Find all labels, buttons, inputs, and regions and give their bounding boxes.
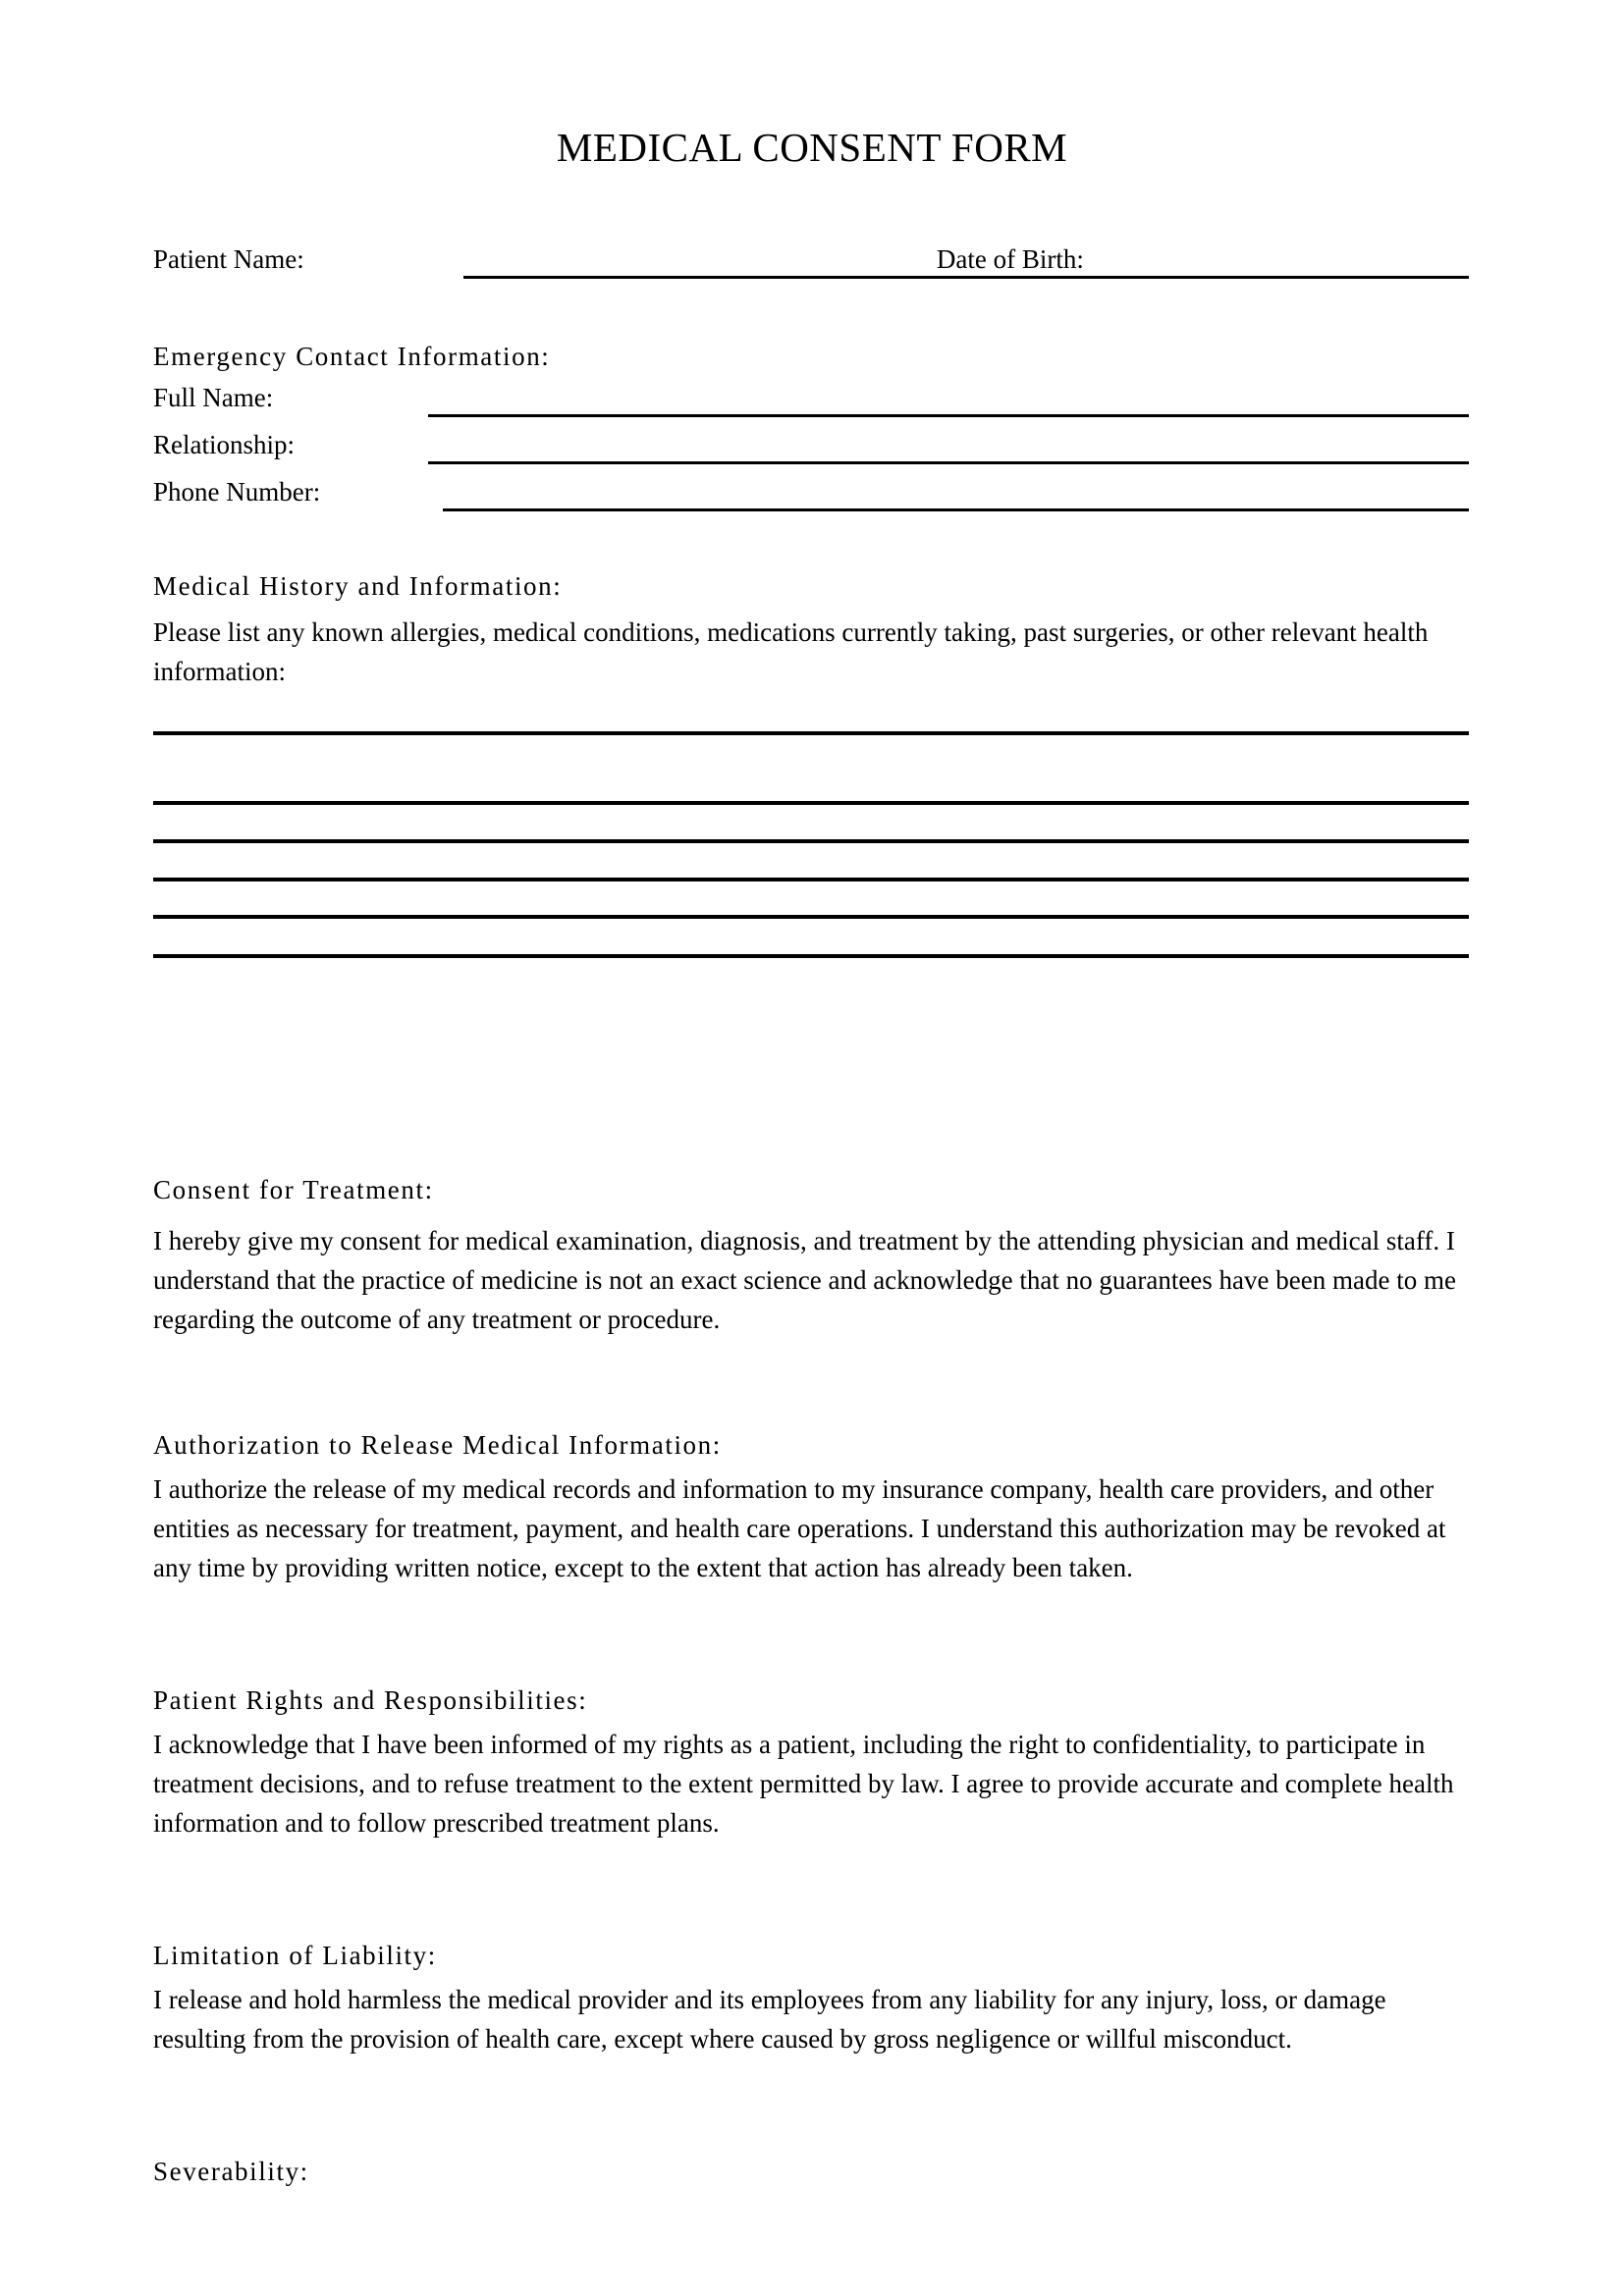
patient-rights-body: I acknowledge that I have been informed of my rights as a patient, including the right to confidentiality, to participate in treatment decisions, and to refuse treatment to the extent permitted by law. I agree to provide accurate and complete health information and to follow prescribed treatment plans. <box>153 1730 1454 1838</box>
field-row-phone-number <box>153 472 1469 511</box>
consent-for-treatment-heading: Consent for Treatment: <box>153 1175 434 1204</box>
section-consent-for-treatment <box>153 1170 1475 1339</box>
consent-for-treatment-body: I hereby give my consent for medical examination, diagnosis, and treatment by the attending physician and medical staff. I understand that the practice of medicine is not an exact science and acknowledge that no guarantees have been made to me regarding the outcome of any treatment or procedure. <box>153 1226 1456 1334</box>
medical-history-heading: Medical History and Information: <box>153 571 563 601</box>
writing-line[interactable] <box>153 801 1469 805</box>
patient-rights-heading: Patient Rights and Responsibilities: <box>153 1685 588 1715</box>
form-title: MEDICAL CONSENT FORM <box>556 125 1068 170</box>
patient-name-label: Patient Name: <box>153 244 304 274</box>
section-authorization-release <box>153 1425 1475 1587</box>
phone-number-label: Phone Number: <box>153 477 321 507</box>
full-name-field[interactable] <box>428 378 1469 417</box>
writing-line[interactable] <box>153 839 1469 843</box>
emergency-contact-heading: Emergency Contact Information: <box>153 342 551 371</box>
limitation-of-liability-body: I release and hold harmless the medical provider and its employees from any liability for any injury, loss, or damage resulting from the provision of health care, except where caused by gross negligence or willful misconduct. <box>153 1985 1386 2054</box>
severability-heading: Severability: <box>153 2157 309 2186</box>
section-limitation-of-liability <box>153 1936 1475 2058</box>
medical-history-instruction: Please list any known allergies, medical conditions, medications currently taking, past surgeries, or other relevant health information: <box>153 617 1429 686</box>
writing-line[interactable] <box>153 915 1469 919</box>
field-row-relationship <box>153 425 1469 464</box>
limitation-of-liability-heading: Limitation of Liability: <box>153 1941 437 1970</box>
relationship-label: Relationship: <box>153 430 295 459</box>
phone-number-field[interactable] <box>443 472 1469 511</box>
full-name-label: Full Name: <box>153 383 274 412</box>
date-of-birth-label: Date of Birth: <box>936 244 1084 274</box>
writing-line[interactable] <box>153 878 1469 881</box>
patient-dob-row <box>153 240 1469 279</box>
section-severability <box>153 2152 1475 2196</box>
field-row-full-name <box>153 378 1469 417</box>
authorization-release-heading: Authorization to Release Medical Information: <box>153 1430 722 1460</box>
relationship-field[interactable] <box>428 425 1469 464</box>
section-patient-rights <box>153 1681 1475 1842</box>
writing-line[interactable] <box>153 731 1469 735</box>
authorization-release-body: I authorize the release of my medical records and information to my insurance company, health care providers, and other entities as necessary for treatment, payment, and health care operations. I understand this authorization may be revoked at any time by providing written notice, except to the extent that action has already been taken. <box>153 1474 1446 1582</box>
patient-name-field[interactable] <box>463 240 1469 279</box>
writing-line[interactable] <box>153 954 1469 958</box>
